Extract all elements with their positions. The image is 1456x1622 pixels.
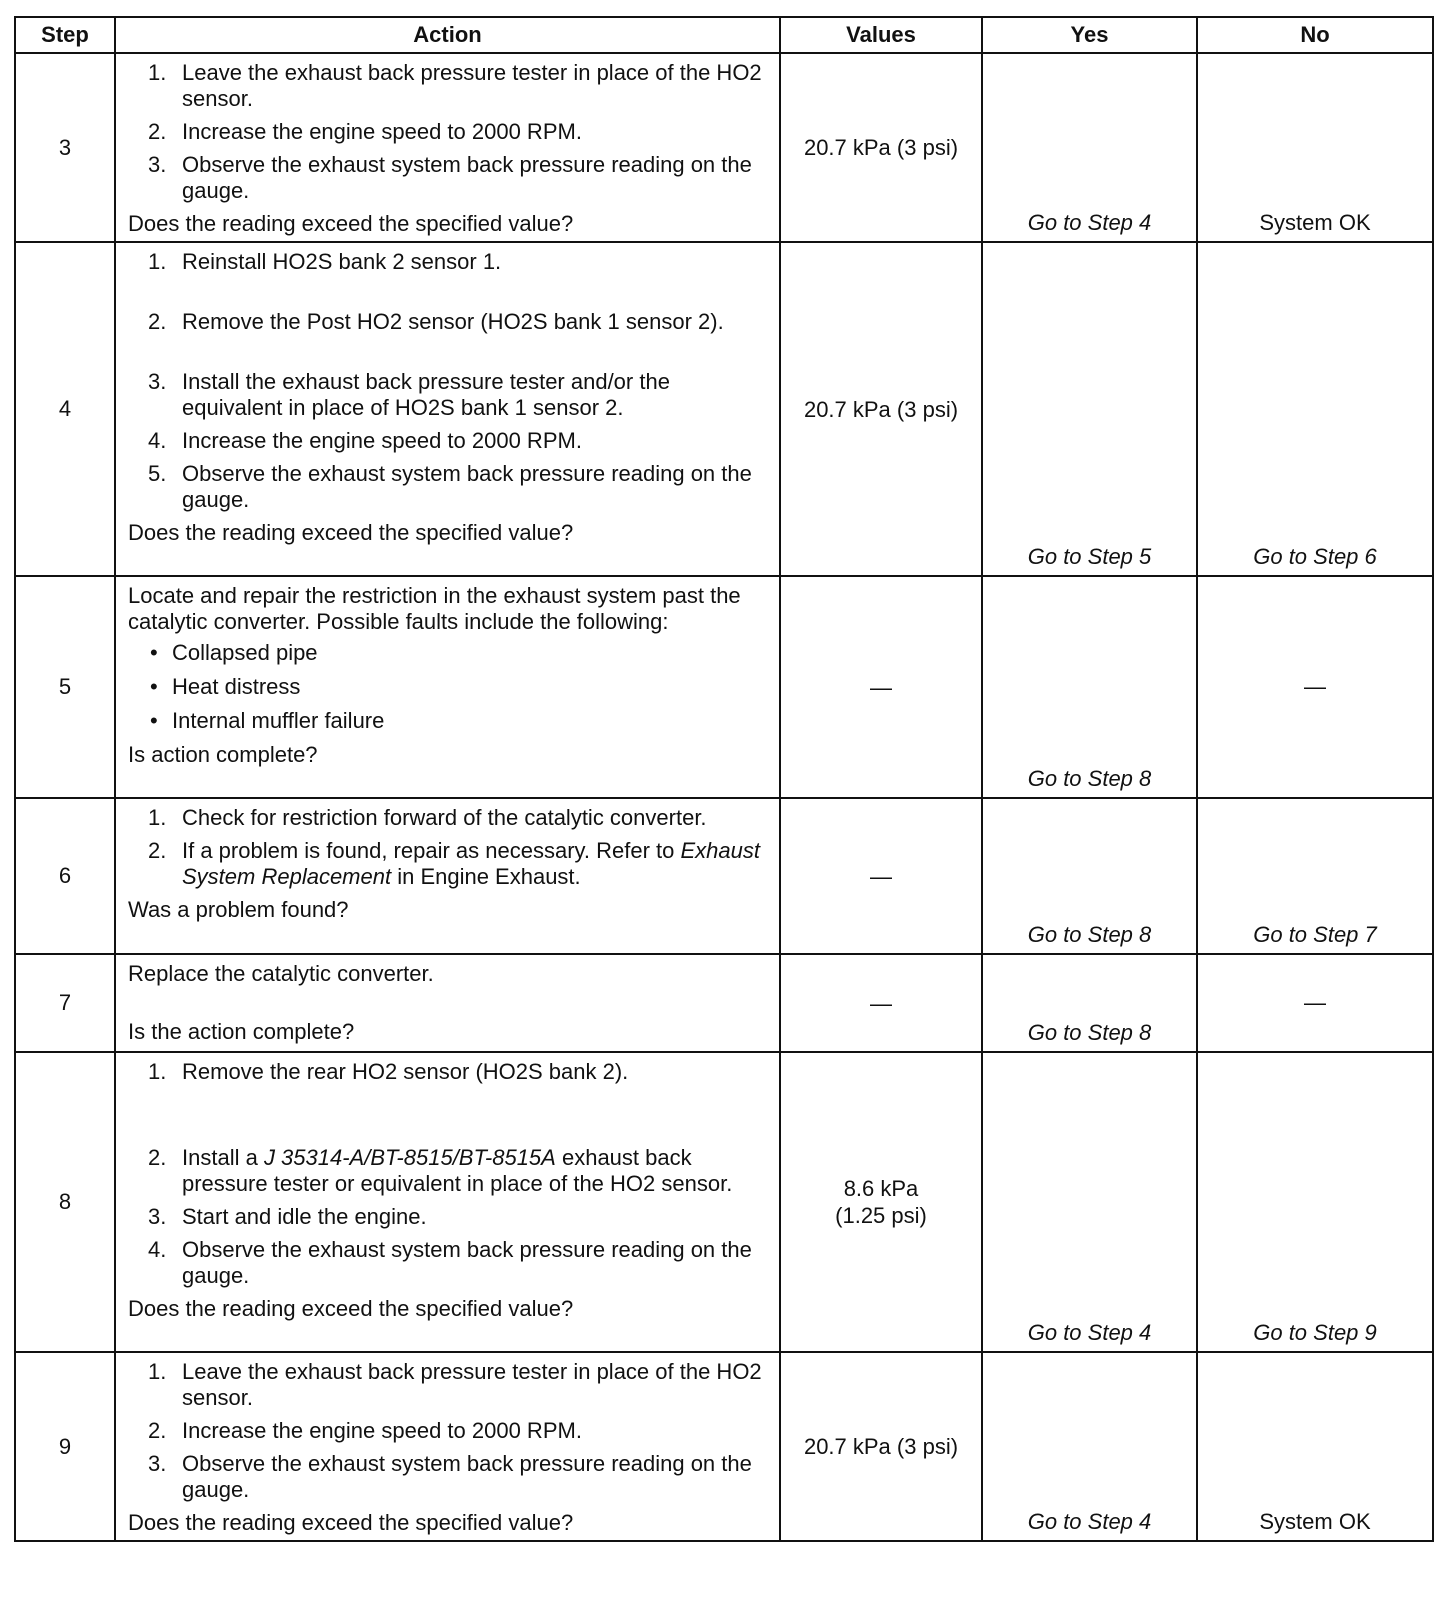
action-cell xyxy=(115,1352,780,1541)
yes-cell xyxy=(982,798,1197,954)
header-yes: Yes xyxy=(982,17,1197,53)
step-number: 3 xyxy=(15,53,115,242)
yes-cell xyxy=(982,576,1197,798)
values-cell: 20.7 kPa (3 psi) xyxy=(780,1352,982,1541)
header-values: Values xyxy=(780,17,982,53)
values-cell: 20.7 kPa (3 psi) xyxy=(780,242,982,576)
step-number: 7 xyxy=(15,954,115,1052)
yes-cell xyxy=(982,53,1197,242)
table-row-step-9 xyxy=(15,1352,1433,1541)
no-cell xyxy=(1197,1052,1433,1352)
table-row-step-4 xyxy=(15,242,1433,576)
yes-cell xyxy=(982,954,1197,1052)
action-question: Is action complete? xyxy=(128,742,318,767)
action-question: Does the reading exceed the specified value? xyxy=(128,520,574,545)
action-steps xyxy=(128,249,771,513)
no-cell xyxy=(1197,576,1433,798)
no-result: System OK xyxy=(1259,1509,1371,1534)
yes-result: Go to Step 8 xyxy=(1027,1020,1152,1045)
diagnostic-table-page xyxy=(14,16,1432,1542)
step-number: 5 xyxy=(15,576,115,798)
action-step: 1. Remove the rear HO2 sensor (HO2S bank 2). xyxy=(148,1059,629,1084)
action-cell xyxy=(115,53,780,242)
action-question: Is the action complete? xyxy=(128,1019,355,1044)
values-primary: 8.6 kPa xyxy=(843,1176,919,1201)
action-step: 2. Remove the Post HO2 sensor (HO2S bank 1 sensor 2). xyxy=(148,309,724,334)
table-row-step-6 xyxy=(15,798,1433,954)
header-step: Step xyxy=(15,17,115,53)
no-cell xyxy=(1197,798,1433,954)
action-step: 3. Start and idle the engine. xyxy=(148,1204,427,1229)
values-cell: 20.7 kPa (3 psi) xyxy=(780,53,982,242)
action-question: Does the reading exceed the specified value? xyxy=(128,1510,574,1535)
action-step: 3. Observe the exhaust system back pressure reading on the gauge. xyxy=(148,1451,752,1502)
manual-reference-link[interactable]: Exhaust System Replacement xyxy=(182,838,760,889)
no-cell xyxy=(1197,954,1433,1052)
yes-cell xyxy=(982,242,1197,576)
action-step: 2. Increase the engine speed to 2000 RPM. xyxy=(148,119,582,144)
action-steps xyxy=(128,805,771,890)
action-step: 3. Observe the exhaust system back pressure reading on the gauge. xyxy=(148,152,752,203)
header-no: No xyxy=(1197,17,1433,53)
action-cell xyxy=(115,798,780,954)
list-item: • Internal muffler failure xyxy=(150,708,385,733)
tool-reference: J 35314-A/BT-8515/BT-8515A xyxy=(263,1145,556,1170)
no-result: System OK xyxy=(1259,210,1371,235)
list-item: • Heat distress xyxy=(150,674,301,699)
no-result: Go to Step 7 xyxy=(1253,922,1377,947)
no-cell xyxy=(1197,242,1433,576)
action-step: 4. Increase the engine speed to 2000 RPM. xyxy=(148,428,582,453)
action-cell xyxy=(115,1052,780,1352)
no-cell xyxy=(1197,1352,1433,1541)
values-cell: — xyxy=(780,576,982,798)
action-step: 1. Check for restriction forward of the catalytic converter. xyxy=(148,805,707,830)
action-question: Does the reading exceed the specified value? xyxy=(128,211,574,236)
action-intro: Replace the catalytic converter. xyxy=(128,961,434,986)
header-action: Action xyxy=(115,17,780,53)
values-cell xyxy=(780,1052,982,1352)
action-intro: Locate and repair the restriction in the exhaust system past the catalytic converter. Possible faults include the following: xyxy=(128,583,741,634)
action-steps xyxy=(128,1359,771,1503)
no-result: — xyxy=(1304,674,1326,699)
header-row xyxy=(15,17,1433,53)
step-number: 9 xyxy=(15,1352,115,1541)
no-result: Go to Step 9 xyxy=(1253,1320,1377,1345)
yes-result: Go to Step 8 xyxy=(1027,766,1152,791)
action-step: 5. Observe the exhaust system back pressure reading on the gauge. xyxy=(148,461,752,512)
values-secondary: (1.25 psi) xyxy=(835,1203,927,1228)
action-question: Does the reading exceed the specified value? xyxy=(128,1296,574,1321)
action-question: Was a problem found? xyxy=(128,897,349,922)
list-item: • Collapsed pipe xyxy=(150,640,318,665)
action-cell xyxy=(115,954,780,1052)
values-cell: — xyxy=(780,954,982,1052)
fault-list xyxy=(128,640,771,734)
action-step: 1. Leave the exhaust back pressure tester in place of the HO2 sensor. xyxy=(148,60,762,111)
step-number: 8 xyxy=(15,1052,115,1352)
yes-result: Go to Step 5 xyxy=(1027,544,1152,569)
table-row-step-8 xyxy=(15,1052,1433,1352)
yes-result: Go to Step 4 xyxy=(1027,1509,1152,1534)
action-steps xyxy=(128,60,771,204)
action-step: 2. Install a J 35314-A/BT-8515/BT-8515A exhaust back pressure tester or equivalent in place of the HO2 sensor. xyxy=(148,1145,733,1196)
yes-result: Go to Step 4 xyxy=(1027,1320,1152,1345)
table-row-step-7 xyxy=(15,954,1433,1052)
table-row-step-5 xyxy=(15,576,1433,798)
action-step: 2. If a problem is found, repair as necessary. Refer to Exhaust System Replacement in Engine Exhaust. xyxy=(148,838,760,889)
yes-cell xyxy=(982,1352,1197,1541)
action-cell xyxy=(115,242,780,576)
no-result: Go to Step 6 xyxy=(1253,544,1377,569)
yes-cell xyxy=(982,1052,1197,1352)
no-cell xyxy=(1197,53,1433,242)
action-steps xyxy=(128,1059,771,1289)
step-number: 6 xyxy=(15,798,115,954)
diagnostic-steps-table xyxy=(14,16,1434,1542)
action-step: 1. Leave the exhaust back pressure tester in place of the HO2 sensor. xyxy=(148,1359,762,1410)
yes-result: Go to Step 4 xyxy=(1027,210,1152,235)
action-step: 2. Increase the engine speed to 2000 RPM. xyxy=(148,1418,582,1443)
action-step: 4. Observe the exhaust system back pressure reading on the gauge. xyxy=(148,1237,752,1288)
action-cell xyxy=(115,576,780,798)
step-number: 4 xyxy=(15,242,115,576)
values-cell: — xyxy=(780,798,982,954)
yes-result: Go to Step 8 xyxy=(1027,922,1152,947)
no-result: — xyxy=(1304,990,1326,1015)
action-step: 3. Install the exhaust back pressure tester and/or the equivalent in place of HO2S bank 1 sensor 2. xyxy=(148,369,670,420)
action-step: 1. Reinstall HO2S bank 2 sensor 1. xyxy=(148,249,502,274)
table-row-step-3 xyxy=(15,53,1433,242)
